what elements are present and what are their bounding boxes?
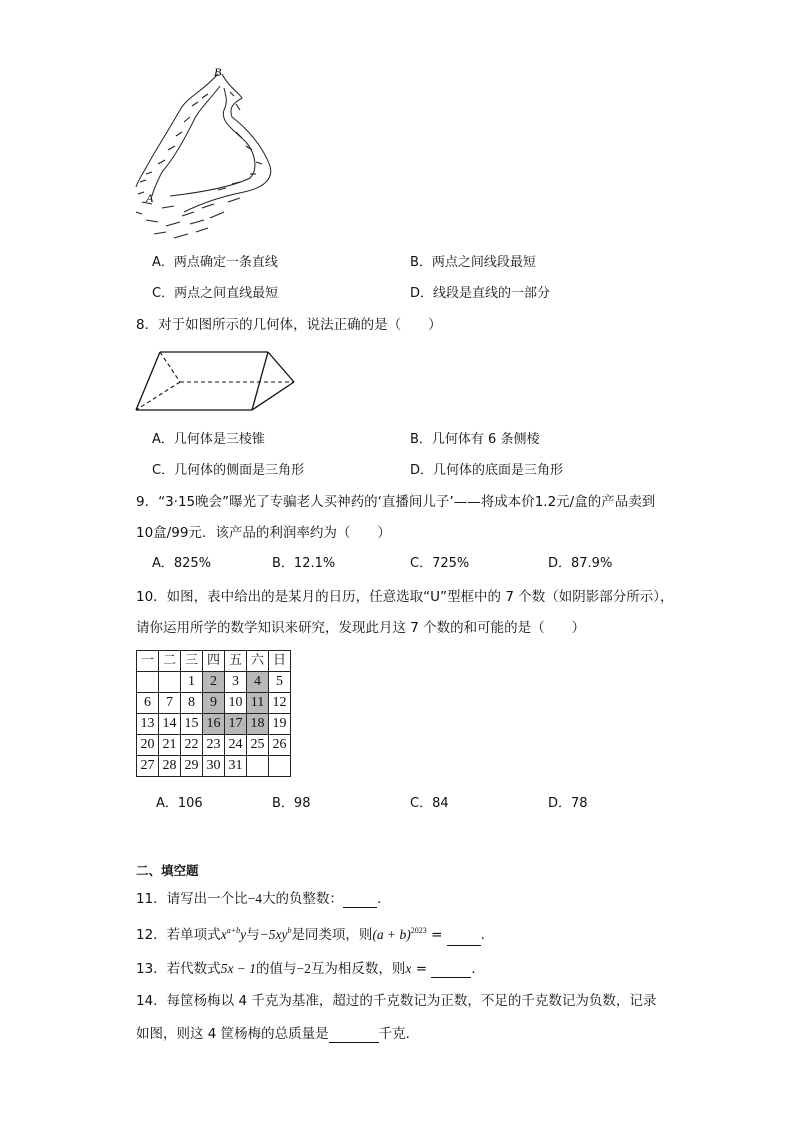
q11-suffix: 大的负整数： bbox=[262, 891, 344, 907]
calendar-cell: 18 bbox=[247, 714, 269, 735]
calendar-cell: 25 bbox=[247, 735, 269, 756]
q10-line1: 10．如图，表中给出的是某月的日历，任意选取“U”型框中的 7 个数（如阴影部分所示）， bbox=[136, 589, 674, 605]
q7-option-d[interactable]: D．线段是直线的一部分 bbox=[410, 286, 551, 301]
q14-line1: 14．每筐杨梅以 4 千克为基准，超过的千克数记为正数，不足的千克数记为负数，记录 bbox=[136, 993, 657, 1009]
calendar-cell: 19 bbox=[269, 714, 291, 735]
q12-mono2-exp: b bbox=[287, 926, 292, 935]
calendar-cell: 17 bbox=[225, 714, 247, 735]
q13-mid2: 互为相反数，则 bbox=[310, 961, 406, 977]
calendar-row bbox=[137, 672, 291, 693]
section-title: 二、填空题 bbox=[136, 863, 199, 878]
q8-option-a[interactable]: A．几何体是三棱锥 bbox=[152, 432, 265, 447]
calendar-cell: 6 bbox=[137, 693, 159, 714]
q13-var: x bbox=[405, 961, 412, 976]
calendar-cell: 31 bbox=[225, 756, 247, 777]
calendar-cell: 30 bbox=[203, 756, 225, 777]
calendar-row bbox=[137, 714, 291, 735]
q8-option-d[interactable]: D．几何体的底面是三角形 bbox=[410, 463, 564, 478]
q10-option-d[interactable]: D．78 bbox=[548, 796, 588, 811]
q10-line2: 请你运用所学的数学知识来研究，发现此月这 7 个数的和可能的是（ ） bbox=[136, 620, 586, 636]
calendar-cell bbox=[269, 756, 291, 777]
q12-eq: = bbox=[426, 927, 447, 943]
q13-value: −2 bbox=[296, 961, 311, 976]
q9-line1: 9．“3·15晚会”曝光了专骗老人买神药的‘直播间儿子’——将成本价1.2元/盒的产品卖到 bbox=[136, 494, 656, 510]
calendar-cell: 20 bbox=[137, 735, 159, 756]
q9-line2: 10盒/99元．该产品的利润率约为（ ） bbox=[136, 525, 391, 541]
calendar-header-cell: 一 bbox=[137, 651, 159, 672]
calendar-header-cell: 日 bbox=[269, 651, 291, 672]
q12-mono2: −5xy bbox=[259, 927, 288, 942]
calendar-cell: 26 bbox=[269, 735, 291, 756]
q13-expr: 5x − 1 bbox=[220, 961, 257, 976]
calendar-cell: 22 bbox=[181, 735, 203, 756]
calendar-cell: 24 bbox=[225, 735, 247, 756]
q13-mid: 的值与 bbox=[256, 961, 297, 977]
calendar-header-cell: 二 bbox=[159, 651, 181, 672]
q11-prefix: 11．请写出一个比 bbox=[136, 891, 248, 907]
q13-answer-blank[interactable] bbox=[431, 963, 471, 978]
calendar-cell: 4 bbox=[247, 672, 269, 693]
q9-option-a[interactable]: A．825% bbox=[152, 556, 212, 571]
q12-expr-exp: 2023 bbox=[410, 926, 427, 935]
point-b-label: B bbox=[214, 65, 222, 79]
q12-mid2: 是同类项，则 bbox=[291, 927, 373, 943]
q8-question: 8．对于如图所示的几何体，说法正确的是（ ） bbox=[136, 317, 442, 333]
river-figure bbox=[132, 62, 292, 244]
prism-figure bbox=[132, 348, 300, 416]
calendar-cell: 23 bbox=[203, 735, 225, 756]
calendar-header-cell: 五 bbox=[225, 651, 247, 672]
calendar-cell: 1 bbox=[181, 672, 203, 693]
q7-option-c[interactable]: C．两点之间直线最短 bbox=[152, 286, 279, 301]
q12-mono1-var: y bbox=[240, 927, 247, 942]
calendar-cell: 13 bbox=[137, 714, 159, 735]
calendar-cell bbox=[159, 672, 181, 693]
calendar-cell: 10 bbox=[225, 693, 247, 714]
q14-answer-blank[interactable] bbox=[329, 1028, 379, 1043]
calendar-row bbox=[137, 735, 291, 756]
q13-prefix: 13．若代数式 bbox=[136, 961, 221, 977]
q13-eq: = bbox=[411, 961, 432, 977]
calendar-cell: 11 bbox=[247, 693, 269, 714]
calendar-cell bbox=[137, 672, 159, 693]
q13-end: ． bbox=[471, 961, 485, 977]
q12-prefix: 12．若单项式 bbox=[136, 927, 221, 943]
q9-option-d[interactable]: D．87.9% bbox=[548, 556, 613, 571]
calendar-cell: 28 bbox=[159, 756, 181, 777]
point-a-label: A bbox=[146, 191, 154, 205]
calendar-header-row bbox=[137, 651, 291, 672]
q12-expr: (a + b) bbox=[372, 927, 411, 942]
q7-option-a[interactable]: A．两点确定一条直线 bbox=[152, 255, 278, 270]
calendar-cell: 9 bbox=[203, 693, 225, 714]
q12-mono1-base: x bbox=[220, 927, 227, 942]
q10-option-b[interactable]: B．98 bbox=[272, 796, 311, 811]
calendar-cell: 16 bbox=[203, 714, 225, 735]
q10-option-a[interactable]: A．106 bbox=[156, 796, 203, 811]
calendar-cell bbox=[247, 756, 269, 777]
q11-value: −4 bbox=[247, 891, 263, 906]
q8-option-c[interactable]: C．几何体的侧面是三角形 bbox=[152, 463, 305, 478]
q14-line2-prefix: 如图，则这 4 筐杨梅的总质量是 bbox=[136, 1026, 329, 1042]
calendar-cell: 21 bbox=[159, 735, 181, 756]
calendar-cell: 27 bbox=[137, 756, 159, 777]
q12-end: ． bbox=[480, 927, 495, 943]
q11-answer-blank[interactable] bbox=[343, 893, 377, 908]
calendar-row bbox=[137, 756, 291, 777]
calendar-cell: 12 bbox=[269, 693, 291, 714]
calendar-header-cell: 四 bbox=[203, 651, 225, 672]
calendar-cell: 15 bbox=[181, 714, 203, 735]
calendar-cell: 3 bbox=[225, 672, 247, 693]
q14-line2-suffix: 千克． bbox=[378, 1026, 420, 1042]
q13 bbox=[136, 960, 485, 978]
calendar-cell: 5 bbox=[269, 672, 291, 693]
q9-option-c[interactable]: C．725% bbox=[410, 556, 470, 571]
q12-answer-blank[interactable] bbox=[447, 931, 481, 946]
q12 bbox=[136, 926, 494, 946]
q12-mono1-exp: a+b bbox=[226, 926, 241, 935]
calendar-cell: 14 bbox=[159, 714, 181, 735]
calendar-cell: 2 bbox=[203, 672, 225, 693]
calendar-row bbox=[137, 693, 291, 714]
q7-option-b[interactable]: B．两点之间线段最短 bbox=[410, 255, 536, 270]
q10-option-c[interactable]: C．84 bbox=[410, 796, 449, 811]
q12-mid: 与 bbox=[246, 927, 260, 943]
calendar-cell: 8 bbox=[181, 693, 203, 714]
q9-option-b[interactable]: B．12.1% bbox=[272, 556, 336, 571]
q11 bbox=[136, 890, 391, 908]
calendar-header-cell: 六 bbox=[247, 651, 269, 672]
calendar-header-cell: 三 bbox=[181, 651, 203, 672]
calendar-cell: 7 bbox=[159, 693, 181, 714]
q11-end: ． bbox=[377, 891, 391, 907]
q8-option-b[interactable]: B．几何体有 6 条侧棱 bbox=[410, 432, 540, 447]
q14-line2 bbox=[136, 1025, 419, 1043]
calendar-cell: 29 bbox=[181, 756, 203, 777]
calendar-table bbox=[136, 650, 291, 777]
